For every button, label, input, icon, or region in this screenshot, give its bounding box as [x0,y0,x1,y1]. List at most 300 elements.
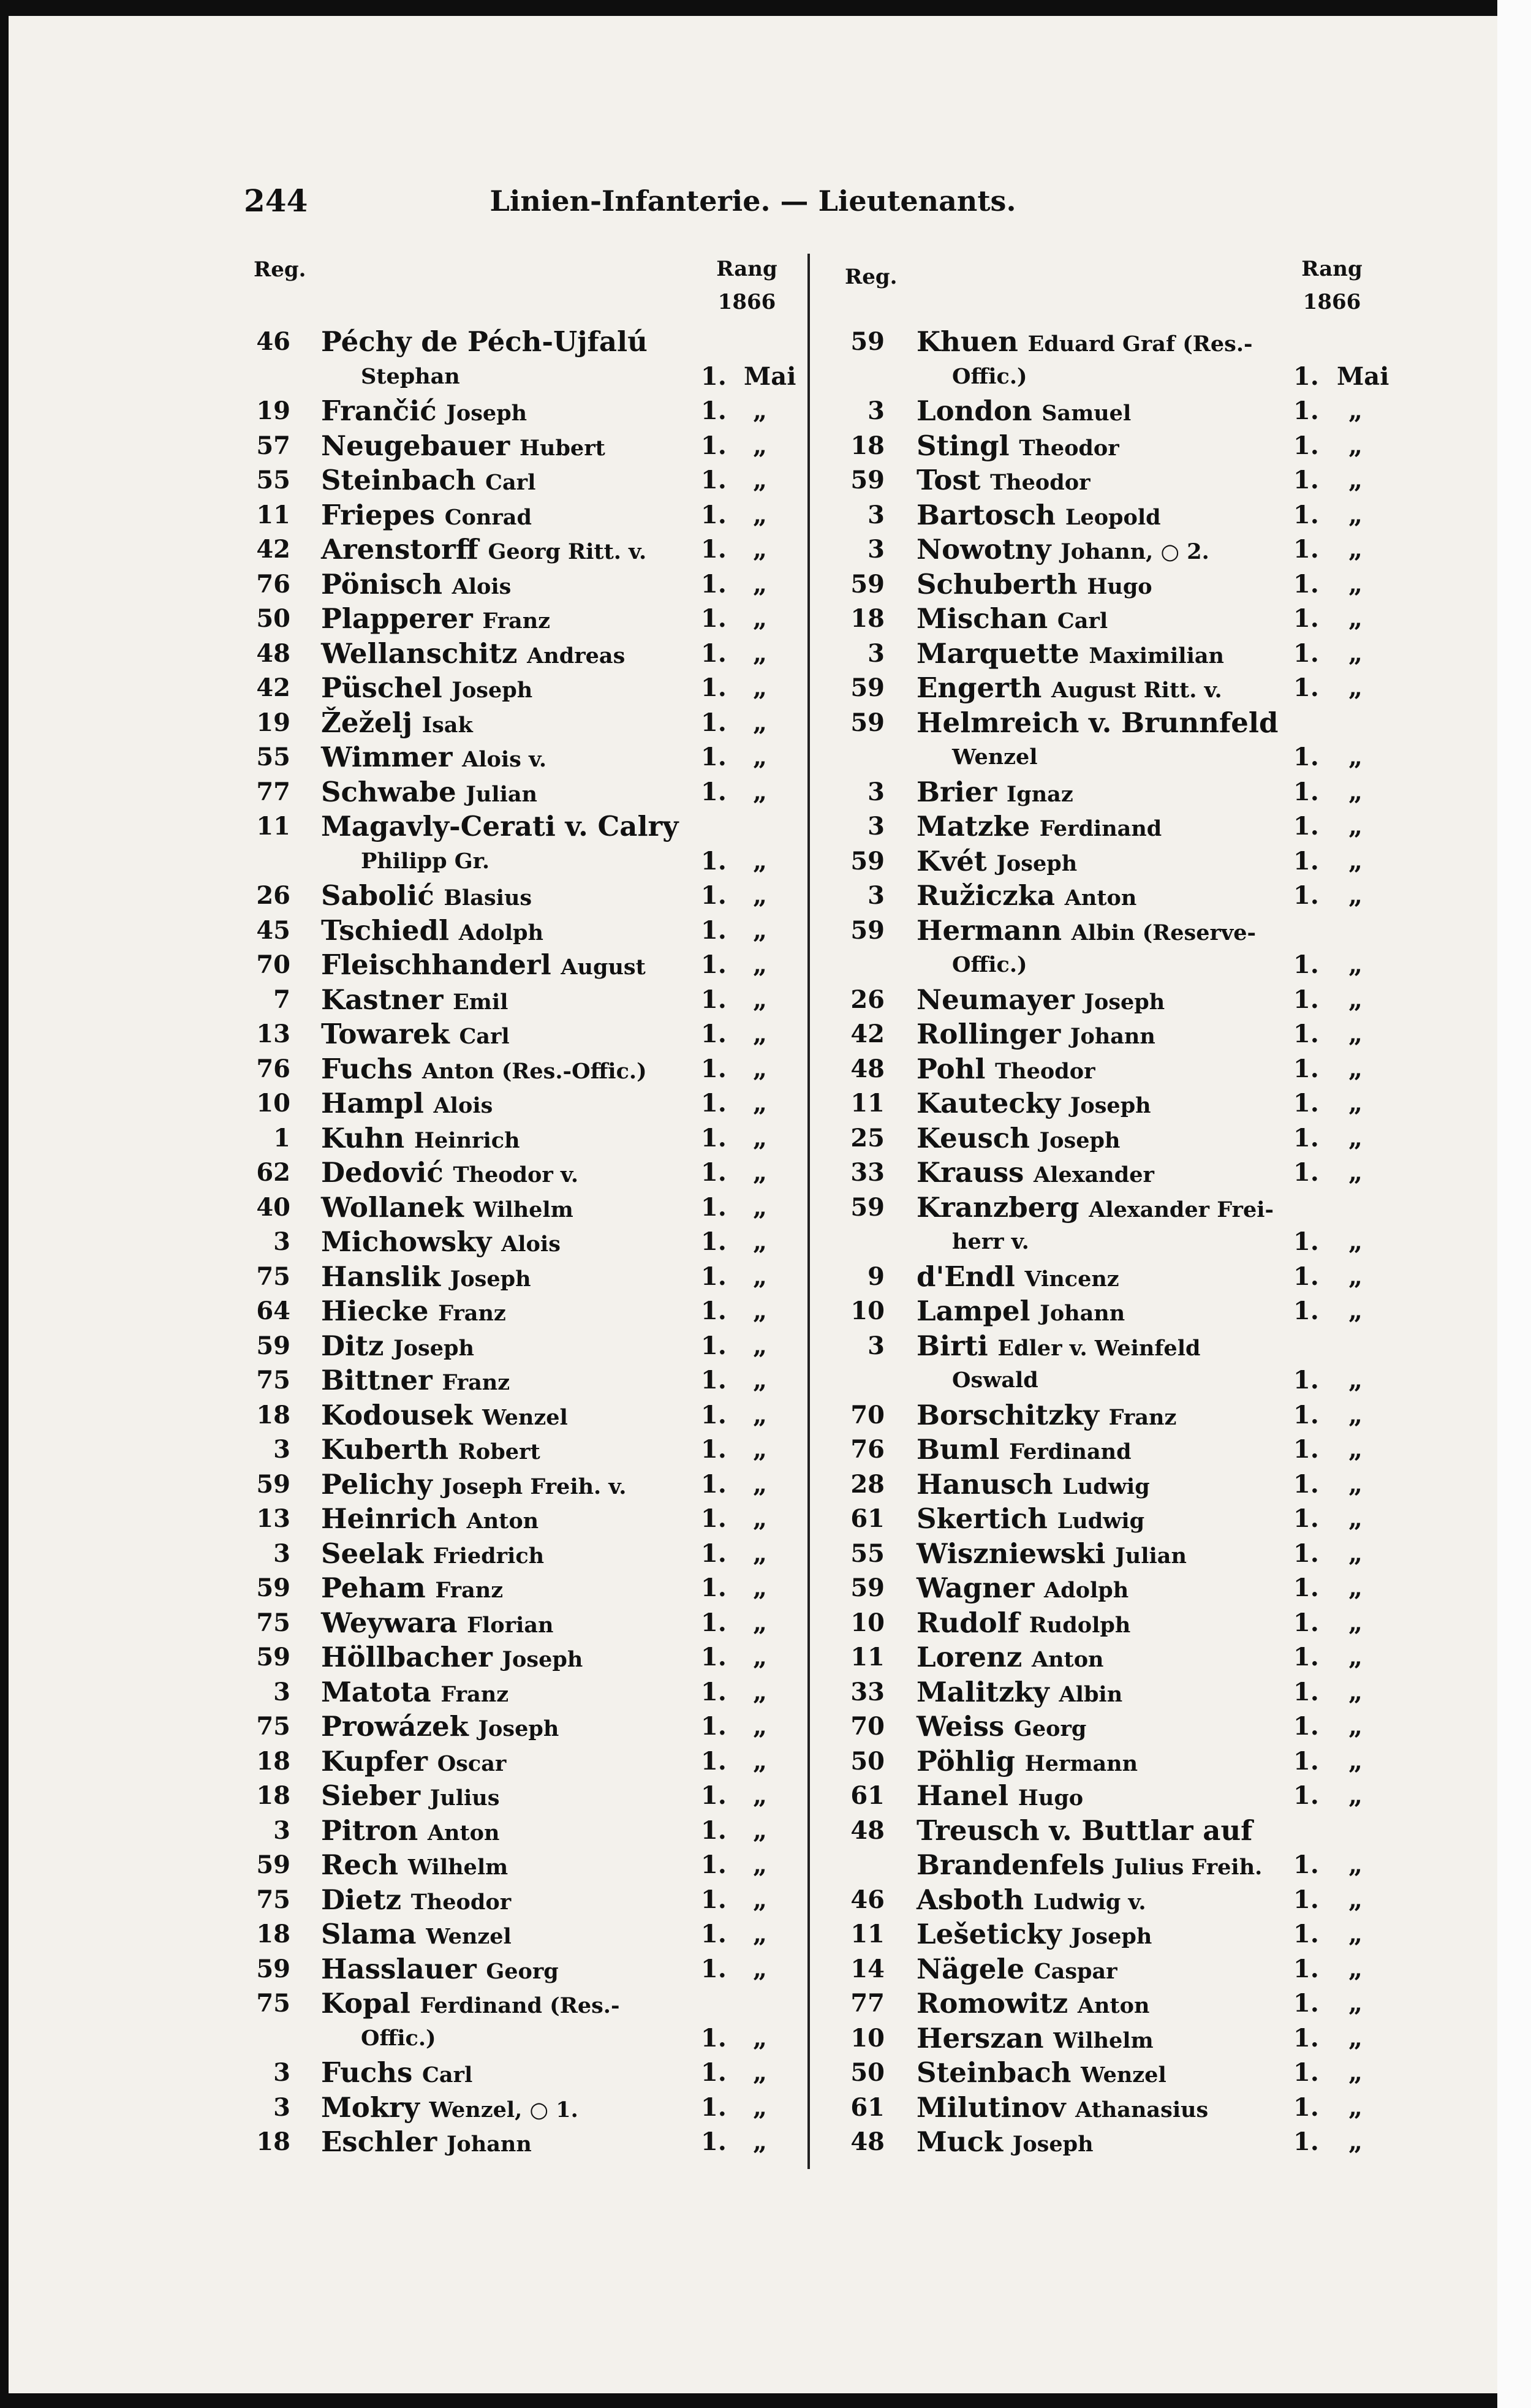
surname: Borschitzky [917,1398,1099,1431]
list-item [235,1606,793,1641]
rank-day: 1. [701,2023,727,2053]
entry-name [917,1017,1155,1054]
rank-day: 1. [1293,569,1319,599]
list-item [235,1814,793,1849]
given-name: Theodor [995,1058,1095,1084]
given-name: Leopold [1065,504,1161,530]
entry-name [321,1329,474,1366]
surname: Püschel [321,672,442,704]
reg-number: 48 [850,1054,885,1083]
entry-name [917,809,1162,846]
surname: Slama [321,1918,417,1950]
given-name: Offic.) [952,952,1027,977]
reg-number: 13 [256,1504,290,1533]
reg-header: Reg. [254,257,306,282]
surname: Nägele [917,1952,1025,1985]
ditto-mark: „ [753,1158,768,1187]
surname: Nowotny [917,533,1051,566]
rank-day: 1. [1293,1020,1319,1048]
surname: Romowitz [917,1987,1068,2020]
given-name: Alois [501,1232,561,1257]
surname: Kautecky [917,1087,1061,1119]
entry-name [917,429,1119,466]
list-item [235,325,793,360]
list-item [235,914,793,948]
entry-list [826,325,1389,2160]
ditto-mark: „ [1348,1712,1363,1741]
list-item [235,360,796,395]
given-name: Andreas [527,643,626,668]
reg-number: 46 [256,327,290,356]
rank-day: 1. [1293,1989,1319,2018]
list-item [826,1294,1378,1329]
entry-name [321,1156,578,1192]
given-name: Ferdinand [1009,1439,1132,1464]
entry-name [321,463,535,500]
list-item [826,1917,1378,1952]
entry-name [321,1814,499,1850]
reg-number: 59 [850,1573,885,1602]
entry-name [321,671,532,708]
rank-day: 1. [1293,1885,1319,1914]
surname: Schuberth [917,567,1078,600]
rank-day: 1. [701,1435,727,1464]
rank-day: 1. [701,362,727,391]
rank-day: 1. [1293,2092,1319,2122]
list-item [826,983,1378,1018]
ditto-mark: „ [753,2058,768,2087]
ditto-mark: „ [753,1954,768,1983]
ditto-mark: „ [1348,1020,1363,1048]
reg-number: 48 [256,638,290,668]
ditto-mark: „ [753,604,768,633]
given-name: Albin [1059,1681,1123,1707]
rank-day: 1. [1293,1297,1319,1325]
rank-day: 1. [701,569,727,599]
reg-number: 77 [256,777,290,806]
ditto-mark: „ [753,2092,768,2122]
rank-day: 1. [1293,1677,1319,1706]
entry-name [321,2091,578,2127]
entry-name [321,1467,626,1504]
list-item [826,1052,1378,1087]
ditto-mark: „ [1348,1054,1363,1083]
ditto-mark: „ [753,743,768,771]
rank-day: 1. [701,915,727,945]
given-name: Isak [421,712,473,738]
list-item [826,740,1378,775]
ditto-mark: „ [1348,1123,1363,1153]
rank-day: 1. [701,881,727,910]
reg-number: 3 [868,777,885,806]
reg-number: 75 [256,1608,290,1637]
given-name: Alexander Frei- [1089,1197,1274,1222]
entry-name [917,1986,1149,2023]
list-item [235,2021,793,2056]
given-name: Hugo [1087,574,1152,599]
rank-day: 1. [701,1297,727,1325]
rank-day: 1. [1293,638,1319,668]
reg-number: 70 [850,1400,885,1429]
reg-number: 59 [256,1643,290,1672]
list-item [826,637,1378,672]
entry-name [321,1986,620,2023]
given-name: Wenzel [952,744,1038,770]
rank-day: 1. [701,638,727,668]
surname: Wimmer [321,741,453,773]
rank-day: 1. [701,1608,727,1637]
given-name: Offic.) [361,2025,436,2051]
list-item [235,1675,793,1710]
ditto-mark: „ [753,1504,768,1533]
rank-day: 1. [701,1227,727,1256]
rank-day: 1. [1293,1435,1319,1464]
ditto-mark: „ [753,1469,768,1499]
entry-name [321,1502,539,1539]
ditto-mark: „ [1348,2023,1363,2053]
entry-name [917,463,1091,500]
surname: Friepes [321,498,436,531]
reg-number: 18 [256,1920,290,1948]
reg-number: 59 [850,846,885,876]
entry-name [917,1191,1274,1227]
rank-day: 1. [1293,1643,1319,1672]
ditto-mark: „ [753,2127,768,2156]
given-name: Julius [429,1785,500,1811]
reg-number: 75 [256,1712,290,1741]
ditto-mark: „ [753,1400,768,1429]
entry-name [917,1571,1128,1608]
given-name: Anton [427,1820,500,1846]
given-name: Ludwig [1057,1509,1145,1534]
list-item [235,1086,793,1121]
list-item [826,1329,1378,1364]
given-name: Theodor [990,470,1091,495]
list-item [826,1398,1378,1433]
entry-name [917,1952,1117,1989]
rank-day: 1. [701,2058,727,2087]
given-name: Philipp Gr. [361,848,490,874]
rank-day: 1. [1293,2127,1319,2156]
ditto-mark: „ [753,1539,768,1568]
given-name: Georg [486,1958,559,1984]
rank-day: 1. [701,1089,727,1118]
rank-day: 1. [701,1123,727,1153]
given-name: Heinrich [414,1127,520,1153]
rank-day: 1. [1293,1850,1319,1879]
reg-number: 42 [850,1020,885,1048]
reg-number: 10 [850,2023,885,2053]
ditto-mark: „ [753,1885,768,1914]
rank-day: 1. [701,466,727,494]
ditto-mark: „ [1348,431,1363,460]
list-item [235,1191,793,1225]
list-item [235,2091,793,2126]
ditto-mark: „ [1348,638,1363,668]
column-header [826,251,1378,325]
surname: Dedović [321,1156,444,1189]
list-item [826,567,1378,602]
surname: Pitron [321,1814,418,1847]
entry-name [917,2091,1208,2127]
entry-name [321,1779,499,1815]
ditto-mark: „ [753,673,768,702]
list-item [826,2091,1378,2126]
column-divider [807,254,810,2169]
ditto-mark: „ [1348,1400,1363,1429]
list-item [235,1329,793,1364]
surname: Hampl [321,1087,424,1119]
list-item [235,1917,793,1952]
reg-number: 9 [868,1262,885,1291]
list-item [826,1779,1378,1814]
ditto-mark: „ [753,1227,768,1256]
rank-day: 1. [701,1192,727,1222]
given-name: Johann [446,2132,532,2157]
surname: Kvét [917,844,987,877]
right-column [826,251,1389,2160]
ditto-mark: „ [1348,2092,1363,2122]
surname: Lorenz [917,1641,1023,1673]
given-name: Maximilian [1089,643,1225,668]
entry-name [917,2056,1166,2092]
surname: Seelak [321,1537,424,1570]
given-name: Johann [1070,1024,1155,1049]
surname: Muck [917,2126,1004,2158]
rank-day: 1. [1293,604,1319,633]
list-item [235,1156,793,1191]
given-name: Eduard Graf (Res.- [1027,331,1253,357]
rank-month: Mai [1337,362,1389,391]
ditto-mark: „ [753,1262,768,1291]
ditto-mark: „ [1348,985,1363,1014]
given-name: Alexander [1034,1162,1154,1187]
entry-name [917,498,1161,535]
rank-day: 1. [1293,985,1319,1014]
list-item [235,1052,793,1087]
surname: d'Endl [917,1260,1015,1293]
reg-number: 55 [256,743,290,771]
list-item [826,1225,1378,1260]
surname: Lampel [917,1295,1030,1327]
rank-day: 1. [701,535,727,564]
rank-day: 1. [1293,1573,1319,1602]
list-item [235,602,793,637]
entry-name [917,325,1253,362]
reg-number: 59 [850,673,885,702]
list-item [826,1086,1378,1121]
given-name: Joseph [1012,2132,1094,2157]
ditto-mark: „ [753,915,768,945]
surname: Žeželj [321,706,413,739]
entry-name [321,1086,493,1123]
entry-name [917,1744,1138,1781]
list-item [826,602,1378,637]
ditto-mark: „ [1348,2127,1363,2156]
given-name: Theodor [1019,435,1119,461]
ditto-mark: „ [1348,1850,1363,1879]
rank-day: 1. [701,1158,727,1187]
list-item [826,1814,1378,1849]
list-item [235,1121,793,1156]
surname: Dietz [321,1883,402,1916]
reg-number: 10 [850,1297,885,1325]
reg-number: 59 [850,466,885,494]
entry-name [917,983,1165,1020]
surname: Sieber [321,1779,421,1812]
list-item [235,706,793,741]
rank-day: 1. [701,1885,727,1914]
ditto-mark: „ [1348,396,1363,425]
given-name: Oswald [952,1368,1038,1393]
reg-number: 18 [256,1400,290,1429]
rank-month: Mai [744,362,796,391]
rank-day: 1. [1293,1712,1319,1741]
reg-number: 25 [850,1123,885,1153]
list-item [235,1260,793,1295]
rank-day: 1. [1293,812,1319,841]
rank-day: 1. [1293,1366,1319,1395]
surname: Magavly-Cerati v. Calry [321,810,679,842]
ditto-mark: „ [753,708,768,737]
ditto-mark: „ [1348,1781,1363,1810]
entry-name [917,706,1278,740]
reg-number: 61 [850,1781,885,1810]
entry-name [321,1606,553,1643]
list-item [235,2125,793,2160]
reg-number: 3 [273,1227,290,1256]
surname: Neugebauer [321,429,510,462]
given-name: Anton [1077,1993,1150,2018]
list-item [235,948,793,983]
ditto-mark: „ [753,950,768,979]
entry-name [321,567,511,604]
surname: Helmreich v. Brunnfeld [917,706,1279,739]
given-name: Carl [485,470,536,495]
surname: Lešeticky [917,1918,1062,1950]
entry-name [917,2021,1154,2058]
reg-number: 45 [256,915,290,945]
given-name: Joseph [446,401,527,426]
surname: Milutinov [917,2091,1066,2124]
given-name: Joseph [452,678,533,703]
surname: Wollanek [321,1191,464,1224]
given-name: August Ritt. v. [1051,678,1222,703]
ditto-mark: „ [753,535,768,564]
surname: Frančić [321,395,437,427]
surname: Hasslauer [321,1952,477,1985]
list-item [235,1017,793,1052]
ditto-mark: „ [753,500,768,529]
given-name: Ferdinand [1039,816,1162,841]
ditto-mark: „ [1348,1643,1363,1672]
rank-day: 1. [1293,1781,1319,1810]
entry-name [917,1398,1176,1435]
rank-day: 1. [1293,2058,1319,2087]
given-name: Carl [459,1024,510,1049]
ditto-mark: „ [1348,1677,1363,1706]
ditto-mark: „ [1348,1920,1363,1948]
reg-number: 75 [256,1366,290,1395]
given-name: Joseph [1070,1093,1151,1118]
entry-name [321,1952,559,1989]
rank-day: 1. [1293,1089,1319,1118]
entry-name [321,2056,472,2092]
rank-day: 1. [1293,1608,1319,1637]
surname: Marquette [917,637,1079,670]
surname: Rech [321,1849,399,1881]
list-item [826,1952,1378,1987]
list-item [826,671,1378,706]
entry-name [917,879,1136,915]
given-name: Wilhelm [473,1197,573,1222]
ditto-mark: „ [753,1677,768,1706]
rank-day: 1. [701,1920,727,1948]
rank-day: 1. [701,1366,727,1395]
surname: Towarek [321,1018,450,1050]
entry-name [917,637,1224,673]
given-name: Alois [433,1093,493,1118]
given-name: Franz [438,1301,506,1326]
given-name: Franz [1108,1404,1177,1430]
rank-day: 1. [1293,1920,1319,1948]
rank-day: 1. [701,1954,727,1983]
rank-day: 1. [701,1781,727,1810]
surname: Bartosch [917,498,1056,531]
rank-day: 1. [1293,1262,1319,1291]
ditto-mark: „ [753,777,768,806]
rank-day: 1. [1293,431,1319,460]
list-item [826,1571,1378,1606]
entry-name [917,1052,1095,1089]
reg-number: 50 [850,1746,885,1776]
given-name: Theodor v. [453,1162,579,1187]
ditto-mark: „ [753,638,768,668]
ditto-mark: „ [1348,2058,1363,2087]
reg-number: 50 [256,604,290,633]
entry-name [321,1917,512,1954]
ditto-mark: „ [1348,950,1363,979]
reg-number: 50 [850,2058,885,2087]
given-name: Caspar [1034,1958,1117,1984]
reg-number: 3 [868,500,885,529]
entry-name [917,602,1108,638]
entry-name [321,1675,508,1712]
reg-number: 42 [256,673,290,702]
entry-name [321,1744,506,1781]
rank-day: 1. [1293,673,1319,702]
rank-day: 1. [1293,777,1319,806]
rang-header [1292,252,1372,319]
given-name: Theodor [410,1889,512,1915]
surname: Brandenfels [917,1849,1105,1881]
entry-name [321,775,537,812]
ditto-mark: „ [753,2023,768,2053]
reg-number: 1 [273,1123,290,1153]
surname: Buml [917,1433,1000,1466]
surname: Matzke [917,810,1030,842]
entry-name [321,914,543,950]
surname: Ditz [321,1329,384,1362]
ditto-mark: „ [1348,1227,1363,1256]
given-name: Joseph [1084,989,1165,1015]
entry-name [917,2125,1094,2162]
reg-number: 3 [273,1435,290,1464]
page-header [9,176,1497,225]
surname: Höllbacher [321,1641,493,1673]
list-item [235,1433,793,1467]
list-item [826,1986,1378,2021]
